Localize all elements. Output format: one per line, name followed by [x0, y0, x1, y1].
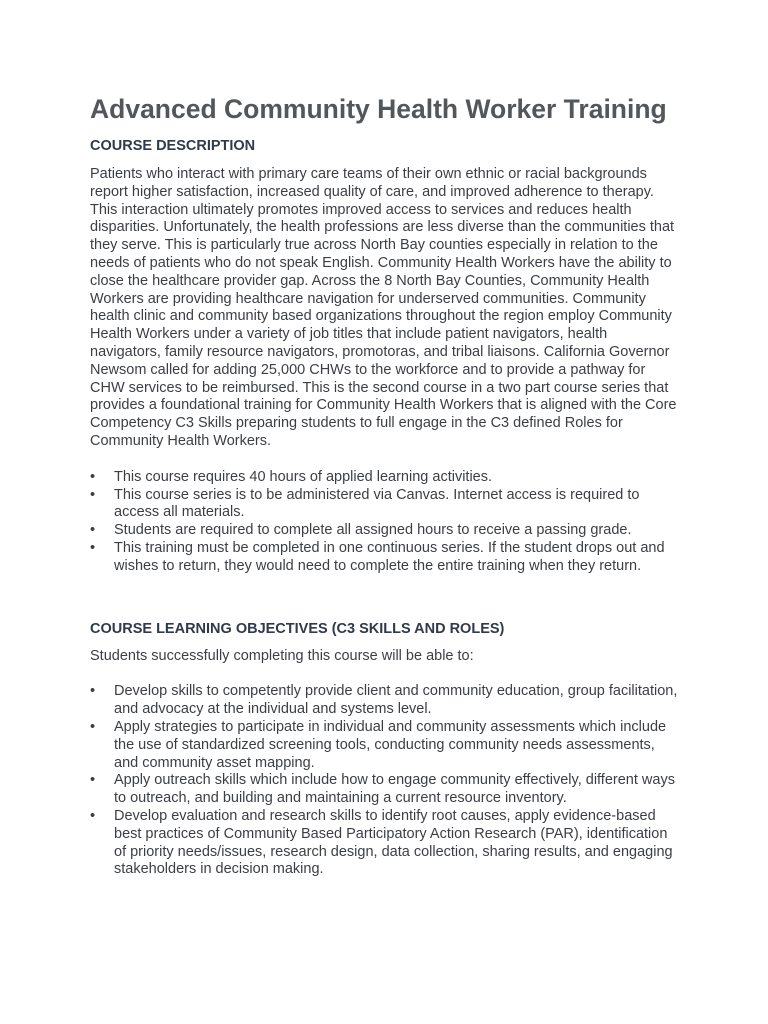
- list-item: [90, 540, 680, 576]
- bullet-icon: •: [90, 772, 96, 789]
- list-item: [90, 683, 680, 719]
- bullet-icon: •: [90, 683, 96, 700]
- learning-objectives-list: [90, 683, 680, 879]
- learning-objectives-heading: COURSE LEARNING OBJECTIVES (C3 SKILLS AND ROLES): [90, 620, 505, 637]
- course-description-paragraph: Patients who interact with primary care teams of their own ethnic or racial backgrounds report higher satisfaction, increased quality of care, and improved adherence to therapy. This interaction ultimately promotes improved access to services and reduces health disparities. Unfortunately, the health professions are less diverse than the communities that they serve. This is particularly true across North Bay counties especially in relation to the needs of patients who do not speak English. Community Health Workers have the ability to close the healthcare provider gap. Across the 8 North Bay Counties, Community Health Workers are providing healthcare navigation for underserved communities. Community health clinic and community based organizations throughout the region employ Community Health Workers under a variety of job titles that include patient navigators, health navigators, family resource navigators, promotoras, and tribal liaisons. California Governor Newsom called for adding 25,000 CHWs to the workforce and to provide a pathway for CHW services to be reimbursed. This is the second course in a two part course series that provides a foundational training for Community Health Workers that is aligned with the Core Competency C3 Skills preparing students to full engage in the C3 defined Roles for Community Health Workers.: [90, 166, 677, 449]
- list-item: [90, 772, 680, 808]
- learning-objectives-intro: Students successfully completing this course will be able to:: [90, 647, 474, 664]
- list-item: [90, 808, 680, 879]
- bullet-icon: •: [90, 539, 96, 556]
- list-item-text: Apply strategies to participate in individual and community assessments which include the use of standardized screening tools, conducting community needs assessments, and community asset mapping.: [114, 718, 667, 771]
- bullet-icon: •: [90, 522, 96, 539]
- list-item-text: This course series is to be administered via Canvas. Internet access is required to access all materials.: [114, 486, 640, 521]
- list-item-text: This training must be completed in one continuous series. If the student drops out and wishes to return, they would need to complete the entire training when they return.: [114, 539, 665, 574]
- list-item-text: This course requires 40 hours of applied learning activities.: [114, 468, 493, 485]
- list-item: [90, 469, 680, 487]
- list-item-text: Students are required to complete all assigned hours to receive a passing grade.: [114, 522, 632, 539]
- bullet-icon: •: [90, 807, 96, 824]
- page-title: Advanced Community Health Worker Training: [90, 94, 667, 124]
- bullet-icon: •: [90, 468, 96, 485]
- list-item: [90, 719, 680, 772]
- list-item-text: Develop skills to competently provide client and community education, group facilitation, and advocacy at the individual and systems level.: [114, 683, 678, 718]
- list-item: [90, 522, 680, 540]
- document-page: [90, 92, 680, 879]
- list-item: [90, 487, 680, 523]
- course-description-heading: COURSE DESCRIPTION: [90, 138, 256, 154]
- bullet-icon: •: [90, 486, 96, 503]
- bullet-icon: •: [90, 718, 96, 735]
- list-item-text: Apply outreach skills which include how to engage community effectively, different ways to outreach, and building and maintaining a current resource inventory.: [114, 772, 675, 807]
- course-requirements-list: [90, 469, 680, 576]
- list-item-text: Develop evaluation and research skills to identify root causes, apply evidence-based best practices of Community Based Participatory Action Research (PAR), identification of priority needs/issues, research design, data collection, sharing results, and engaging stakeholders in decision making.: [114, 807, 673, 878]
